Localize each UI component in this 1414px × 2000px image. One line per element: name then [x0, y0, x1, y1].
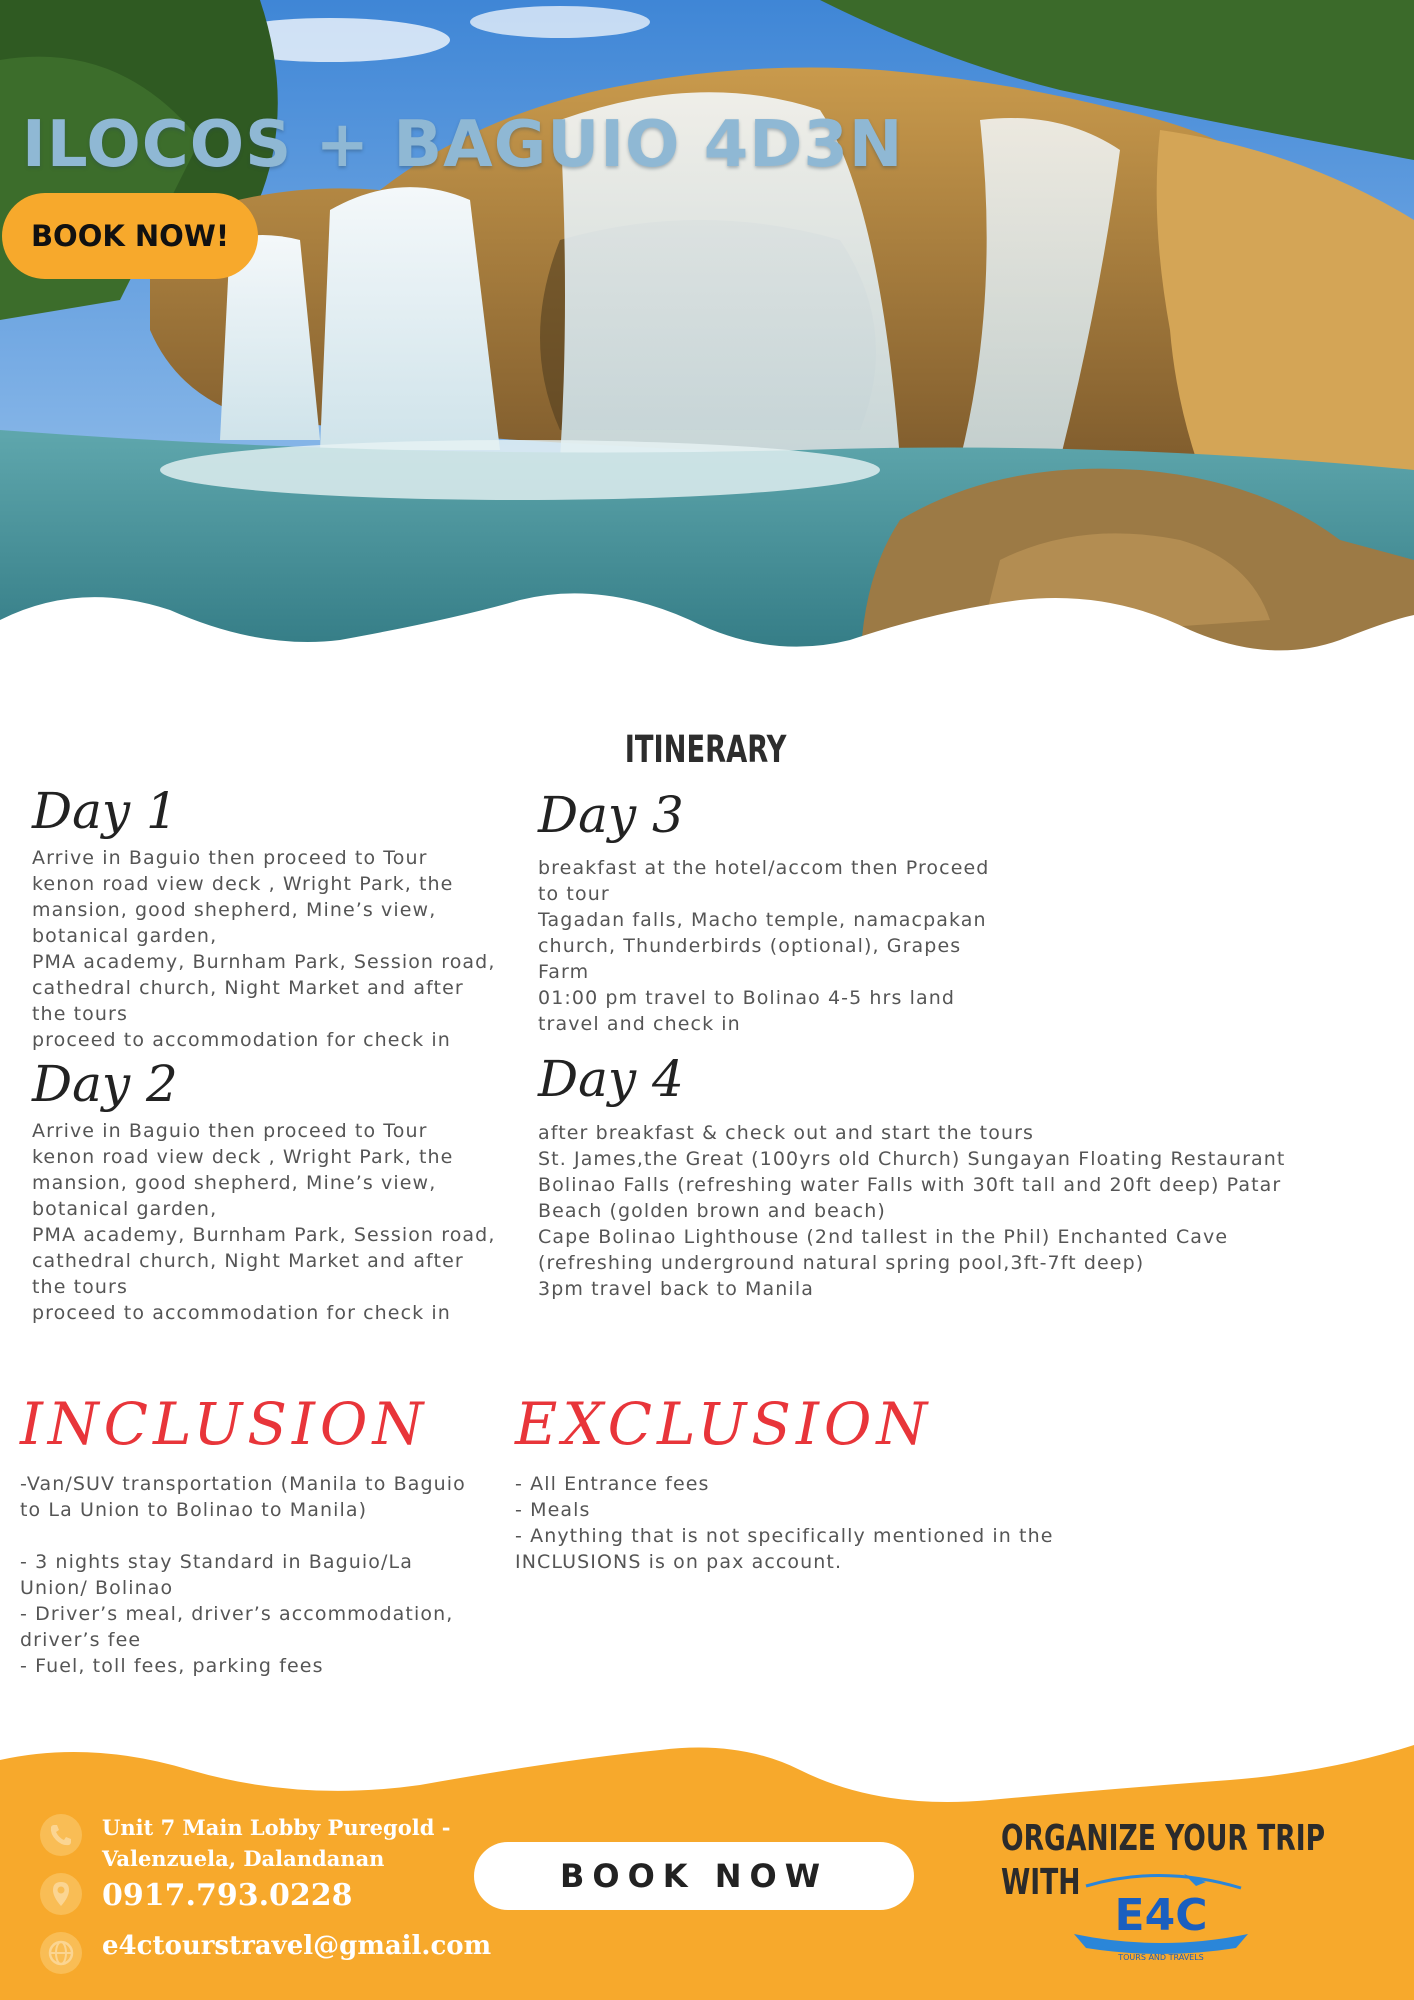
- day-3-title: Day 3: [538, 786, 684, 844]
- list-item: INCLUSIONS is on pax account.: [515, 1551, 843, 1573]
- footer-book-now-button[interactable]: BOOK NOW: [474, 1842, 914, 1910]
- list-item: - Anything that is not specifically mentioned in the: [515, 1525, 1054, 1547]
- email-address: e4ctourstravel@gmail.com: [102, 1931, 492, 1961]
- list-item: Union/ Bolinao: [20, 1577, 174, 1599]
- book-now-button[interactable]: BOOK NOW!: [2, 193, 258, 279]
- page-title: ILOCOS + BAGUIO 4D3N: [22, 108, 904, 182]
- day-2-text: Arrive in Baguio then proceed to Tour kenon road view deck , Wright Park, the mansion, good shepherd, Mine’s view, botanical garden, PMA academy, Burnham Park, Session road, cathedral church, Night Market and after the tours proceed to accommodation for check in: [32, 1120, 496, 1324]
- day-4-text: after breakfast & check out and start the tours St. James,the Great (100yrs old Church) Sungayan Floating Restaurant Bolinao Falls (refreshing water Falls with 30ft tall and 20ft deep) Patar Beach (golden brown and beach) Cape Bolinao Lighthouse (2nd tallest in the Phil) Enchanted Cave (refreshing underground natural spring pool,3ft-7ft deep) 3pm travel back to Manila: [538, 1122, 1286, 1300]
- day-1-title: Day 1: [32, 782, 178, 840]
- hero-banner: [0, 0, 1414, 680]
- list-item: - All Entrance fees: [515, 1473, 710, 1495]
- svg-text:E4C: E4C: [1114, 1890, 1208, 1941]
- svg-text:TOURS AND TRAVELS: TOURS AND TRAVELS: [1118, 1953, 1204, 1962]
- address-line-2: Valenzuela, Dalandanan: [102, 1846, 385, 1871]
- globe-icon: [40, 1932, 82, 1974]
- itinerary-heading: ITINERARY: [624, 728, 787, 771]
- day-4-title: Day 4: [538, 1050, 684, 1108]
- inclusion-title: INCLUSION: [20, 1390, 429, 1458]
- phone-icon: [40, 1814, 82, 1856]
- exclusion-list: [515, 1471, 1075, 1575]
- inclusion-list: [20, 1471, 490, 1679]
- day-2-title: Day 2: [32, 1055, 178, 1113]
- day-3-text: breakfast at the hotel/accom then Proceed to tour Tagadan falls, Macho temple, namacpakan church, Thunderbirds (optional), Grapes Farm 01:00 pm travel to Bolinao 4-5 hrs land travel and check in: [538, 857, 990, 1035]
- footer: [0, 1740, 1414, 2000]
- list-item: - Fuel, toll fees, parking fees: [20, 1655, 324, 1677]
- day-1-text: Arrive in Baguio then proceed to Tour kenon road view deck , Wright Park, the mansion, good shepherd, Mine’s view, botanical garden, PMA academy, Burnham Park, Session road, cathedral church, Night Market and after the tours proceed to accommodation for check in: [32, 847, 496, 1051]
- e4c-logo: [1066, 1868, 1256, 1976]
- list-item: driver’s fee: [20, 1629, 142, 1651]
- list-item: [20, 1523, 490, 1549]
- list-item: -Van/SUV transportation (Manila to Baguio: [20, 1473, 466, 1495]
- organize-trip-text: ORGANIZE YOUR TRIP WITH: [1001, 1818, 1326, 1903]
- address-line-1: Unit 7 Main Lobby Puregold -: [102, 1815, 451, 1840]
- location-pin-icon: [40, 1873, 82, 1915]
- phone-number: 0917.793.0228: [102, 1878, 353, 1913]
- list-item: - Meals: [515, 1499, 591, 1521]
- waterfall-photo: [0, 0, 1414, 680]
- list-item: - Driver’s meal, driver’s accommodation,: [20, 1603, 454, 1625]
- exclusion-title: EXCLUSION: [515, 1390, 933, 1458]
- list-item: to La Union to Bolinao to Manila): [20, 1499, 368, 1521]
- list-item: - 3 nights stay Standard in Baguio/La: [20, 1551, 413, 1573]
